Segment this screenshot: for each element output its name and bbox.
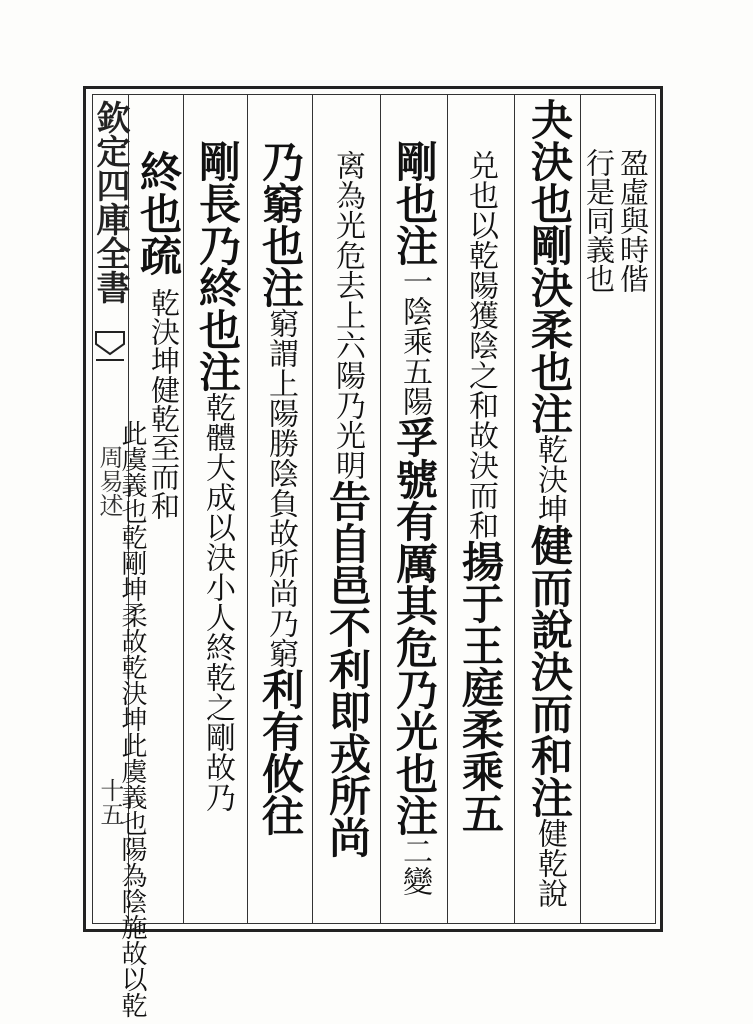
main-text: 夬決也剛決柔也注 (525, 98, 574, 434)
text-column-3 (456, 150, 505, 834)
fishtail-mark-icon (94, 330, 126, 366)
text-column-6 (256, 140, 305, 836)
column-rule (312, 94, 313, 924)
text-column-1b: 行是同義也 (582, 148, 616, 293)
text-column-8-note-right: 乾決坤健乾至而和 (147, 288, 181, 520)
text-column-2 (525, 98, 574, 908)
page-number: 十五 (96, 778, 124, 826)
column-rule (247, 94, 248, 924)
note-text: 健乾說 (532, 818, 567, 908)
column-rule (447, 94, 448, 924)
note-text: 兑也以乾陽獲陰之和故決而和 (463, 150, 498, 540)
main-text: 揚于王庭柔乘五 (456, 540, 505, 834)
text-column-1a: 盈虛與時偕 (616, 148, 650, 293)
main-text: 健而說決而和注 (525, 524, 574, 818)
main-text: 剛也注 (390, 140, 439, 266)
main-text: 剛長乃終也注 (193, 140, 242, 392)
text-column-8-note-left: 此虞義也乾剛坤柔故乾決坤此虞義也陽為陰施故以乾 (117, 420, 147, 1018)
note-text: 离為光危去上六陽乃光明 (330, 150, 365, 480)
text-column-8-main: 終也疏 (134, 150, 183, 276)
main-text: 告自邑不利即戎所尚 (323, 480, 372, 858)
column-rule (183, 94, 184, 924)
text-column-4 (390, 140, 439, 896)
main-text: 孚號有厲其危乃光也注 (390, 416, 439, 836)
text-column-7 (193, 140, 242, 812)
note-text: 二變 (397, 836, 432, 896)
book-title: 欽定四庫全書 (90, 100, 130, 304)
column-rule (514, 94, 515, 924)
note-text: 乾決坤 (532, 434, 567, 524)
main-text: 乃窮也注 (256, 140, 305, 308)
section-title: 周易述 (95, 445, 123, 517)
note-text: 乾體大成以決小人終乾之剛故乃 (200, 392, 235, 812)
note-text: 一陰乘五陽 (397, 266, 432, 416)
note-text: 窮謂上陽勝陰負故所尚乃窮 (263, 308, 298, 668)
column-rule (580, 94, 581, 924)
text-column-5 (323, 150, 372, 858)
main-text: 利有攸往 (256, 668, 305, 836)
column-rule (380, 94, 381, 924)
